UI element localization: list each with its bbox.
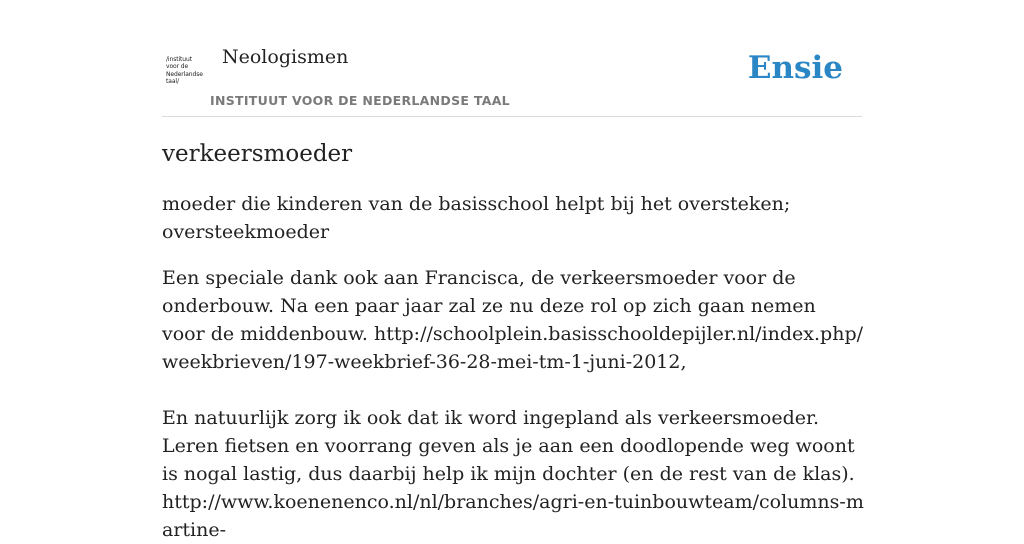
logo-line: taal/ (166, 78, 179, 86)
institute-name: INSTITUUT VOOR DE NEDERLANDSE TAAL (210, 93, 510, 108)
logo-line: Nederlandse (166, 70, 203, 78)
entry-content (162, 138, 864, 544)
quote-text: En natuurlijk zorg ik ook dat ik word ingepland als verkeersmoeder. Leren fietsen en voorrang geven als je aan een doodlopende weg woont is nogal lastig, dus daarbij help ik mijn dochter (en de rest van de klas). (162, 407, 855, 485)
logo-line: voor de (166, 63, 189, 71)
brand-logo[interactable]: Ensie (747, 50, 843, 86)
quote-source-link[interactable]: http://schoolplein.basisschooldepijler.nl/index.php/weekbrieven/197-weekbrief-36-28-mei-tm-1-juni-2012, (162, 323, 864, 373)
quote-source-link[interactable]: http://www.koenenenco.nl/nl/branches/agri-en-tuinbouwteam/columns-martine- (162, 491, 864, 541)
quote (162, 404, 864, 544)
header (162, 40, 862, 117)
quote-spacer (162, 376, 864, 404)
ivdnt-logo[interactable] (166, 56, 208, 90)
headword: verkeersmoeder (162, 141, 353, 167)
quote (162, 264, 864, 376)
definition: moeder die kinderen van de basisschool helpt bij het oversteken; oversteekmoeder (162, 193, 791, 243)
quote-text: Een speciale dank ook aan Francisca, de verkeersmoeder voor de onderbouw. Na een paar jaar zal ze nu deze rol op zich gaan nemen voor de middenbouw. (162, 267, 816, 345)
logo-line: /instituut (166, 56, 192, 63)
site-name[interactable]: Neologismen (222, 46, 349, 68)
